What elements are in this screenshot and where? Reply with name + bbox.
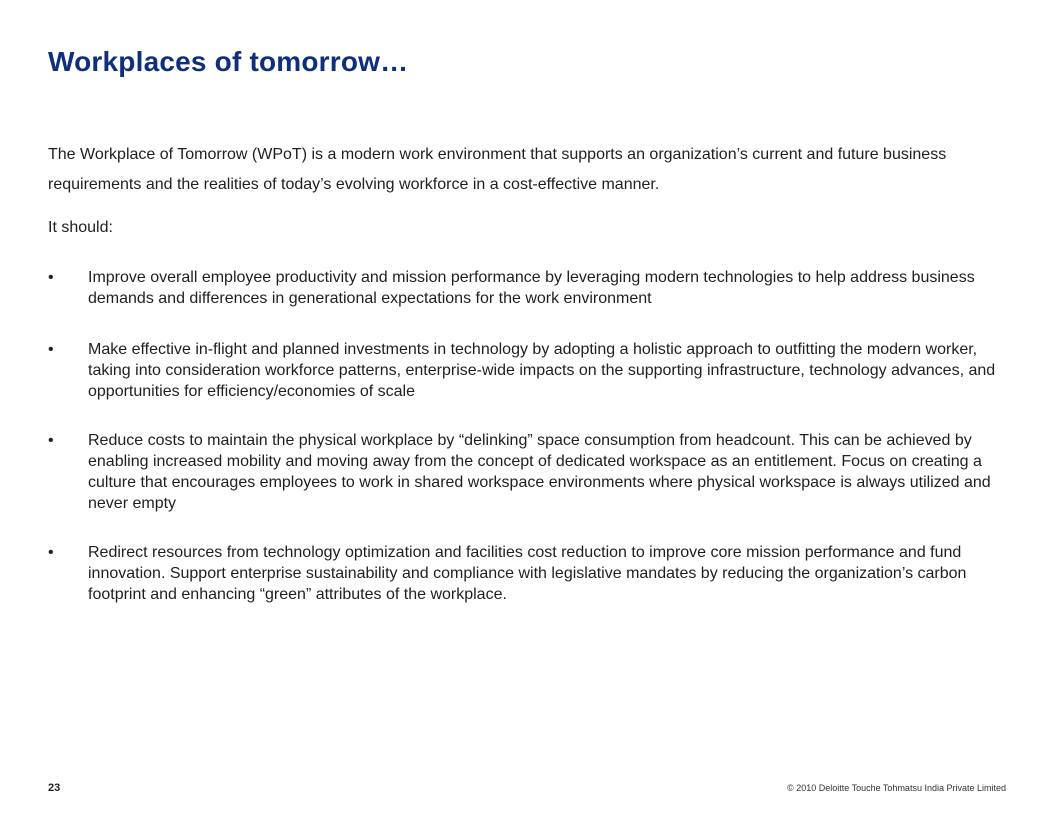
bullet-item	[48, 542, 1020, 605]
bullet-text: Reduce costs to maintain the physical workplace by “delinking” space consumption from headcount. This can be achieved by enabling increased mobility and moving away from the concept of dedicated workspace as an entitlement. Focus on creating a culture that encourages employees to work in shared workspace environments where physical workspace is always utilized and never empty	[88, 432, 991, 512]
slide-title: Workplaces of tomorrow…	[48, 46, 409, 77]
bullet-list	[48, 267, 1020, 605]
bullet-marker: •	[48, 269, 54, 286]
bullet-text: Make effective in-flight and planned investments in technology by adopting a holistic approach to outfitting the modern worker, taking into consideration workforce patterns, enterprise-wide impacts on the supporting infrastructure, technology advances, and opportunities for efficiency/economies of scale	[88, 341, 996, 400]
bullet-marker: •	[48, 341, 54, 358]
lead-text: It should:	[48, 219, 113, 236]
bullet-marker: •	[48, 544, 54, 561]
bullet-text: Redirect resources from technology optimization and facilities cost reduction to improve core mission performance and fund innovation. Support enterprise sustainability and compliance with legislative mandates by reducing the organization’s carbon footprint and enhancing “green” attributes of the workplace.	[88, 544, 967, 603]
bullet-text: Improve overall employee productivity and mission performance by leveraging modern technologies to help address business demands and differences in generational expectations for the work environment	[88, 269, 975, 307]
bullet-marker: •	[48, 432, 54, 449]
bullet-item	[48, 339, 1020, 402]
slide-content	[48, 140, 1020, 605]
bullet-item	[48, 430, 1020, 514]
bullet-item	[48, 267, 1020, 309]
intro-paragraph: The Workplace of Tomorrow (WPoT) is a modern work environment that supports an organization’s current and future business requirements and the realities of today’s evolving workforce in a cost-effective manner.	[48, 146, 947, 193]
copyright-notice: © 2010 Deloitte Touche Tohmatsu India Private Limited	[787, 783, 1006, 793]
page-number: 23	[48, 782, 61, 794]
